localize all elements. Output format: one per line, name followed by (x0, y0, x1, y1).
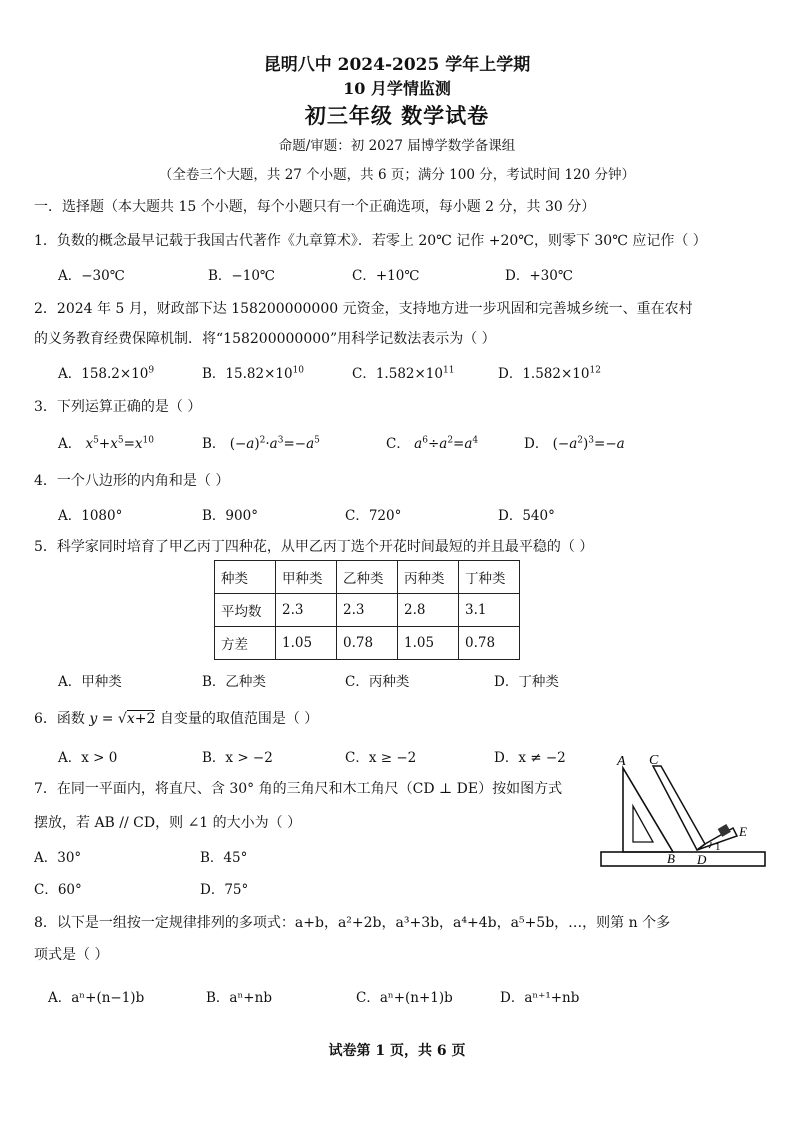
table-cell: 2.8 (398, 594, 459, 627)
exam-title-subject: 初三年级 数学试卷 (304, 103, 490, 128)
section-heading: 一．选择题（本大题共 15 个小题，每个小题只有一个正确选项，每小题 2 分，共 30 分） (34, 199, 596, 215)
label-a: A (617, 754, 626, 769)
q4-option-d: D．540° (498, 508, 555, 524)
q7-stem-1: 7．在同一平面内，将直尺、含 30° 角的三角尺和木工角尺（CD ⊥ DE）按如图方式 (34, 781, 563, 797)
q3-option-d: D． $(-a^2)^3=-a$ (524, 435, 625, 452)
q1-option-d: D．+30℃ (505, 268, 573, 284)
triangle-ruler-inner (633, 806, 653, 842)
label-angle-1: 1 (715, 841, 721, 853)
table-row (215, 594, 520, 627)
label-e: E (739, 824, 747, 839)
q2-option-a: A．$158.2\times 10^9$ (58, 365, 155, 382)
q2-stem-1: 2．2024 年 5 月，财政部下达 158200000000 元资金，支持地方进一步巩固和完善城乡统一、重在农村 (34, 301, 693, 317)
label-c: C (649, 753, 659, 768)
table-cell: 3.1 (459, 594, 520, 627)
q7-figure (597, 752, 769, 874)
q3-option-b: B． $(-a)^2\cdot a^3=-a^5$ (202, 435, 320, 452)
exam-title-school: 昆明八中 2024-2025 学年上学期 (263, 55, 531, 75)
table-row (215, 561, 520, 594)
table-cell: 1.05 (398, 627, 459, 660)
q1-option-a: A．−30℃ (58, 268, 125, 284)
q7-option-c: C．60° (34, 882, 82, 898)
q3-stem: 3．下列运算正确的是（ ） (34, 399, 202, 415)
q6-stem: 6．函数 y = √x+2 自变量的取值范围是（ ） (34, 711, 319, 727)
line-ab (623, 768, 673, 852)
q5-option-a: A．甲种类 (58, 674, 122, 690)
q2-stem-2: 的义务教育经费保障机制．将“158200000000”用科学记数法表示为（ ） (34, 331, 496, 347)
table-cell: 丁种类 (459, 561, 520, 594)
q6-option-a: A．x > 0 (58, 750, 118, 766)
q3-option-c: C． $a^6\div a^2=a^4$ (386, 435, 479, 452)
q2-option-c: C．$1.582\times 10^{11}$ (352, 365, 455, 382)
table-cell: 2.3 (276, 594, 337, 627)
q7-option-b: B．45° (200, 850, 248, 866)
q5-data-table (214, 560, 520, 660)
q5-option-d: D．丁种类 (494, 674, 559, 690)
table-cell: 乙种类 (337, 561, 398, 594)
label-d: D (697, 852, 707, 867)
table-cell: 丙种类 (398, 561, 459, 594)
table-cell: 种类 (215, 561, 276, 594)
q1-stem: 1．负数的概念最早记载于我国古代著作《九章算术》．若零上 20℃ 记作 +20℃，则零下 30℃ 应记作（ ） (34, 233, 707, 249)
q4-option-c: C．720° (345, 508, 402, 524)
q6-option-c: C．x ≥ −2 (345, 750, 417, 766)
q6-option-d: D．x ≠ −2 (494, 750, 566, 766)
q5-option-c: C．丙种类 (345, 674, 410, 690)
q4-option-b: B．900° (202, 508, 258, 524)
carpenter-square-long-arm (653, 766, 705, 850)
q8-option-d: D．aⁿ⁺¹+nb (500, 990, 580, 1006)
q8-option-c: C．aⁿ+(n+1)b (356, 990, 453, 1006)
table-cell: 方差 (215, 627, 276, 660)
q2-option-b: B．$15.82\times 10^{10}$ (202, 365, 305, 382)
table-row (215, 627, 520, 660)
q4-stem: 4．一个八边形的内角和是（ ） (34, 473, 230, 489)
exam-note: （全卷三个大题，共 27 个小题，共 6 页；满分 100 分，考试时间 120 分钟） (158, 167, 636, 183)
table-cell: 1.05 (276, 627, 337, 660)
q2-option-d: D．$1.582\times 10^{12}$ (498, 365, 601, 382)
exam-author: 命题/审题：初 2027 届博学数学备课组 (278, 138, 516, 154)
table-cell: 甲种类 (276, 561, 337, 594)
label-b: B (667, 851, 675, 866)
page-footer: 试卷第 1 页，共 6 页 (328, 1043, 466, 1059)
q7-stem-2: 摆放，若 AB // CD，则 ∠1 的大小为（ ） (34, 815, 302, 831)
table-cell: 0.78 (459, 627, 520, 660)
exam-title-month: 10 月学情监测 (343, 79, 451, 98)
q8-option-a: A．aⁿ+(n−1)b (48, 990, 145, 1006)
q7-option-a: A．30° (34, 850, 82, 866)
q5-option-b: B．乙种类 (202, 674, 266, 690)
table-cell: 平均数 (215, 594, 276, 627)
q3-option-a: A． $x^5+x^5=x^{10}$ (58, 435, 154, 452)
ruler-shape (601, 852, 765, 866)
q6-option-b: B．x > −2 (202, 750, 273, 766)
q1-option-b: B．−10℃ (208, 268, 276, 284)
q5-stem: 5．科学家同时培育了甲乙丙丁四种花，从甲乙丙丁选个开花时间最短的并且最平稳的（ ） (34, 539, 594, 555)
q7-option-d: D．75° (200, 882, 249, 898)
table-cell: 2.3 (337, 594, 398, 627)
q8-stem-2: 项式是（ ） (34, 947, 109, 963)
q1-option-c: C．+10℃ (352, 268, 420, 284)
q4-option-a: A．1080° (58, 508, 123, 524)
q8-option-b: B．aⁿ+nb (206, 990, 272, 1006)
table-cell: 0.78 (337, 627, 398, 660)
q8-stem-1: 8．以下是一组按一定规律排列的多项式：a+b，a²+2b，a³+3b，a⁴+4b，a⁵+5b，…，则第 n 个多 (34, 915, 671, 931)
